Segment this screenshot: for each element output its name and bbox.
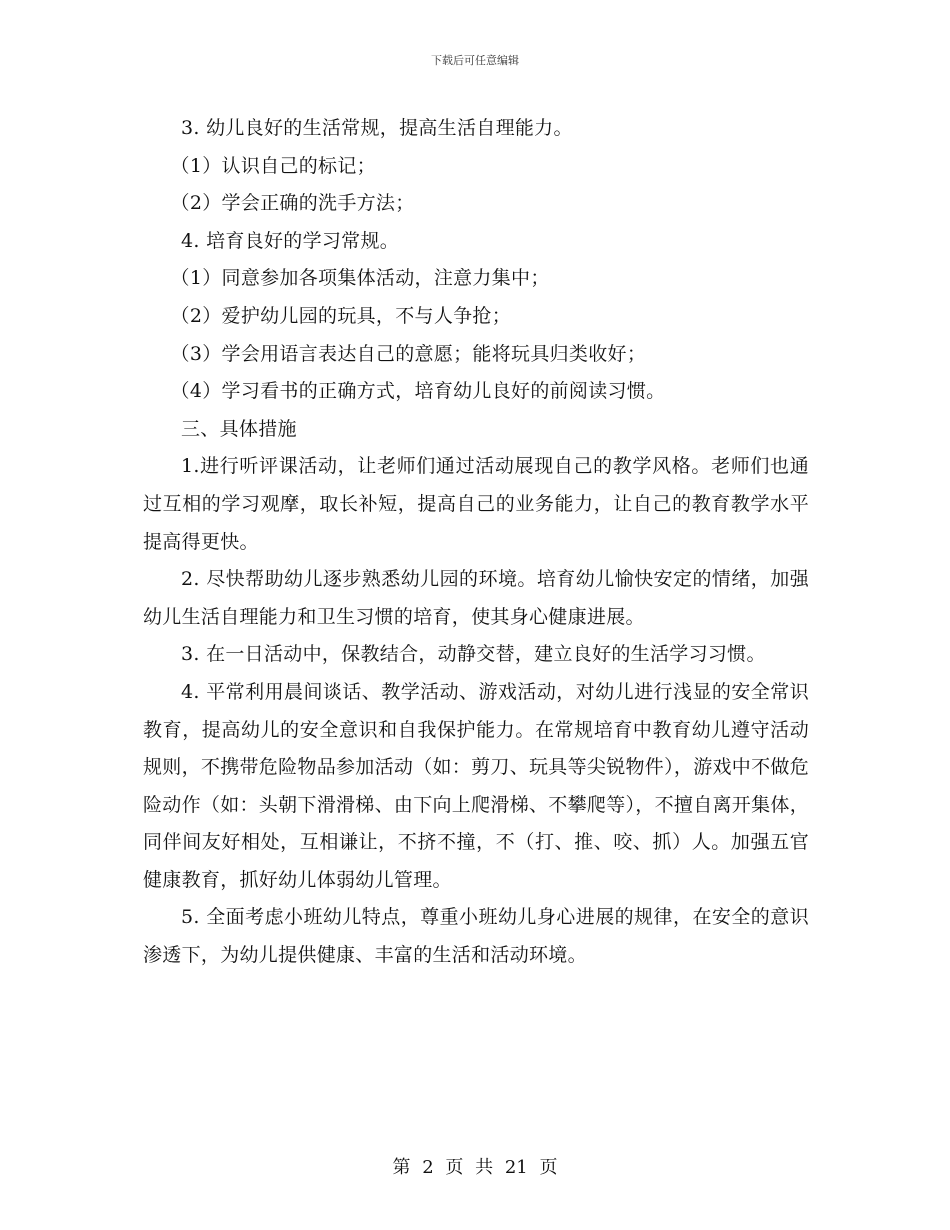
section-heading: 三、具体措施: [181, 417, 297, 440]
sub-item: （4）学习看书的正确方式，培育幼儿良好的前阅读习惯。: [170, 380, 666, 403]
paragraph: 5. 全面考虑小班幼儿特点，尊重小班幼儿身心进展的规律，在安全的意识渗透下，为幼儿提供健康、丰富的生活和活动环境。: [143, 906, 809, 967]
sub-item: （2）爱护幼儿园的玩具，不与人争抢；: [170, 304, 512, 327]
paragraph: 3. 在一日活动中，保教结合，动静交替，建立良好的生活学习习惯。: [181, 643, 766, 666]
sub-item: （1）同意参加各项集体活动，注意力集中；: [170, 267, 550, 290]
document-body: [143, 110, 809, 975]
page-number: 第 2 页 共 21 页: [392, 1157, 558, 1178]
sub-item: （1）认识自己的标记；: [170, 154, 376, 177]
page-header: 下载后可任意编辑: [431, 54, 519, 67]
paragraph: 4. 平常利用晨间谈话、教学活动、游戏活动，对幼儿进行浅显的安全常识教育，提高幼儿的安全意识和自我保护能力。在常规培育中教育幼儿遵守活动规则，不携带危险物品参加活动（如：剪刀、玩具等尖锐物件），游戏中不做危险动作（如：头朝下滑滑梯、由下向上爬滑梯、不攀爬等），不擅自离开集体，同伴间友好相处，互相谦让，不挤不撞，不（打、推、咬、抓）人。加强五官健康教育，抓好幼儿体弱幼儿管理。: [143, 680, 810, 891]
paragraph: 2. 尽快帮助幼儿逐步熟悉幼儿园的环境。培育幼儿愉快安定的情绪，加强幼儿生活自理能力和卫生习惯的培育，使其身心健康进展。: [143, 568, 809, 628]
paragraph: 1.进行听评课活动，让老师们通过活动展现自己的教学风格。老师们也通过互相的学习观摩，取长补短，提高自己的业务能力，让自己的教育教学水平提高得更快。: [143, 455, 809, 553]
list-item-4-heading: 4. 培育良好的学习常规。: [181, 229, 400, 252]
sub-item: （3）学会用语言表达自己的意愿；能将玩具归类收好；: [170, 342, 647, 365]
list-item-3-heading: 3. 幼儿良好的生活常规，提高生活自理能力。: [181, 117, 573, 139]
sub-item: （2）学会正确的洗手方法；: [170, 192, 415, 215]
